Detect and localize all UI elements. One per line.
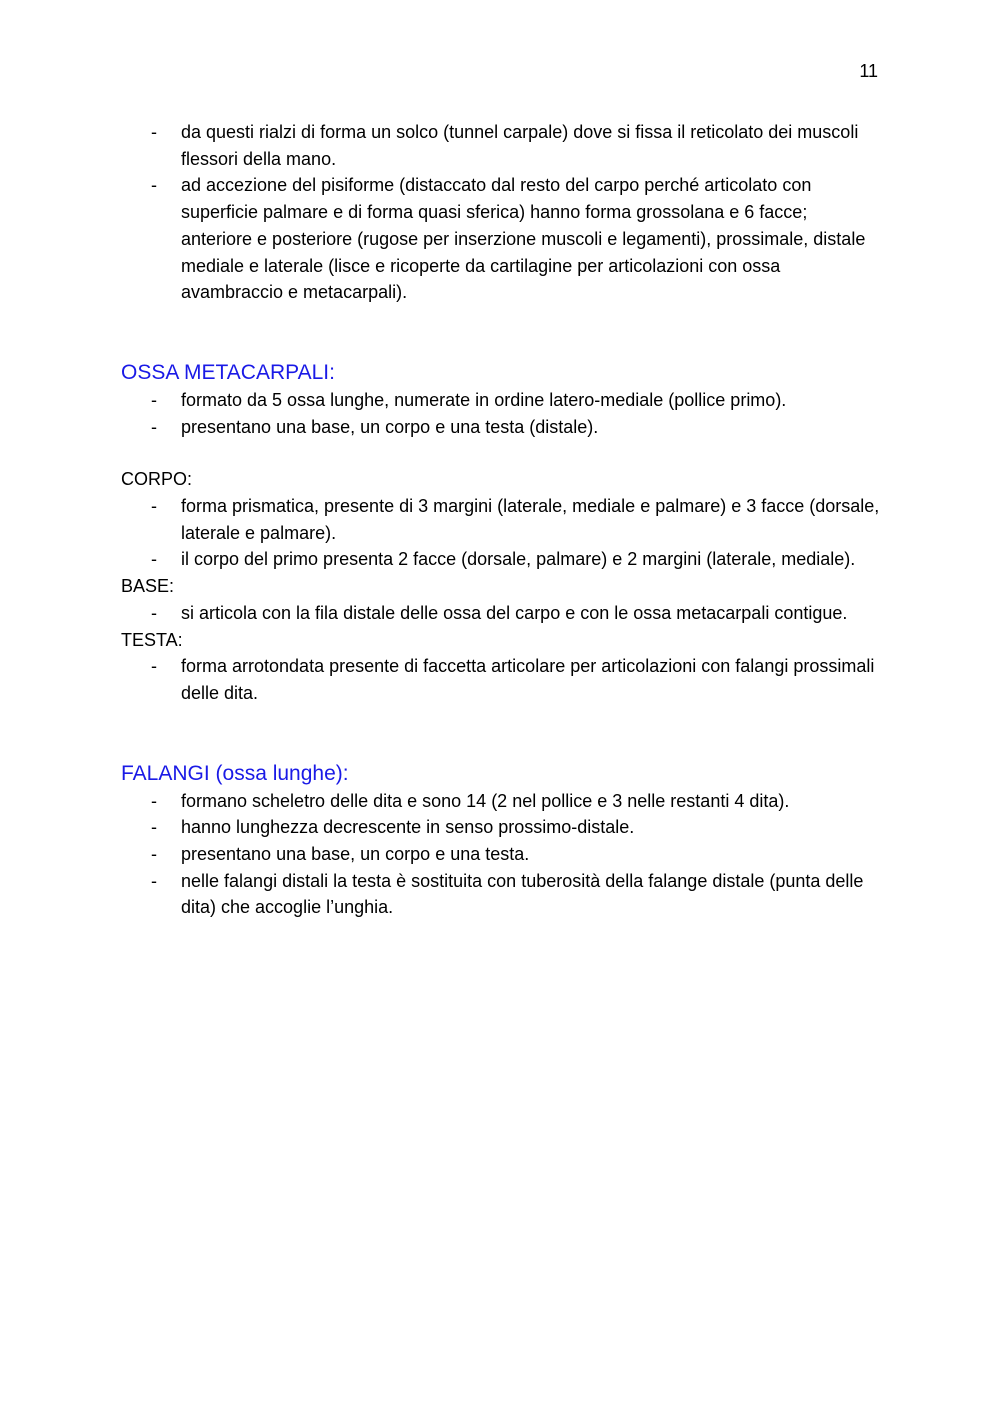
list-item: - formato da 5 ossa lunghe, numerate in ordine latero-mediale (pollice primo).: [121, 387, 881, 414]
list-item: - presentano una base, un corpo e una testa (distale).: [121, 414, 881, 441]
list-item: - forma arrotondata presente di faccetta articolare per articolazioni con falangi prossimali delle dita.: [121, 653, 881, 706]
testa-list: [121, 653, 881, 706]
list-item: - forma prismatica, presente di 3 margini (laterale, mediale e palmare) e 3 facce (dorsale, laterale e palmare).: [121, 493, 881, 546]
document-body: [121, 119, 881, 921]
page-number: 11: [859, 61, 878, 81]
list-item: - formano scheletro delle dita e sono 14 (2 nel pollice e 3 nelle restanti 4 dita).: [121, 788, 881, 815]
list-item: - il corpo del primo presenta 2 facce (dorsale, palmare) e 2 margini (laterale, mediale).: [121, 546, 881, 573]
subheading-base: BASE:: [121, 576, 175, 597]
spacer: [121, 306, 881, 359]
spacer: [121, 707, 881, 760]
section-heading-metacarpali: OSSA METACARPALI:: [121, 360, 335, 384]
list-item: - si articola con la fila distale delle ossa del carpo e con le ossa metacarpali contigue.: [121, 600, 881, 627]
subheading-corpo: CORPO:: [121, 469, 193, 490]
corpo-list: [121, 493, 881, 573]
section-heading-falangi: FALANGI (ossa lunghe):: [121, 761, 349, 785]
intro-list: [121, 119, 881, 306]
list-item: - da questi rialzi di forma un solco (tunnel carpale) dove si fissa il reticolato dei muscoli flessori della mano.: [121, 119, 881, 172]
list-item: - presentano una base, un corpo e una testa.: [121, 841, 881, 868]
falangi-list: [121, 788, 881, 922]
spacer: [121, 440, 881, 466]
list-item: - hanno lunghezza decrescente in senso prossimo-distale.: [121, 814, 881, 841]
subheading-testa: TESTA:: [121, 629, 183, 650]
base-list: [121, 600, 881, 627]
list-item: - ad accezione del pisiforme (distaccato dal resto del carpo perché articolato con superficie palmare e di forma quasi sferica) hanno forma grossolana e 6 facce; anteriore e posteriore (rugose per inserzione muscoli e legamenti), prossimale, distale mediale e laterale (lisce e ricoperte da cartilagine per articolazioni con ossa avambraccio e metacarpali).: [121, 172, 881, 306]
list-item: - nelle falangi distali la testa è sostituita con tuberosità della falange distale (punta delle dita) che accoglie l’unghia.: [121, 868, 881, 921]
metacarpali-list: [121, 387, 881, 440]
